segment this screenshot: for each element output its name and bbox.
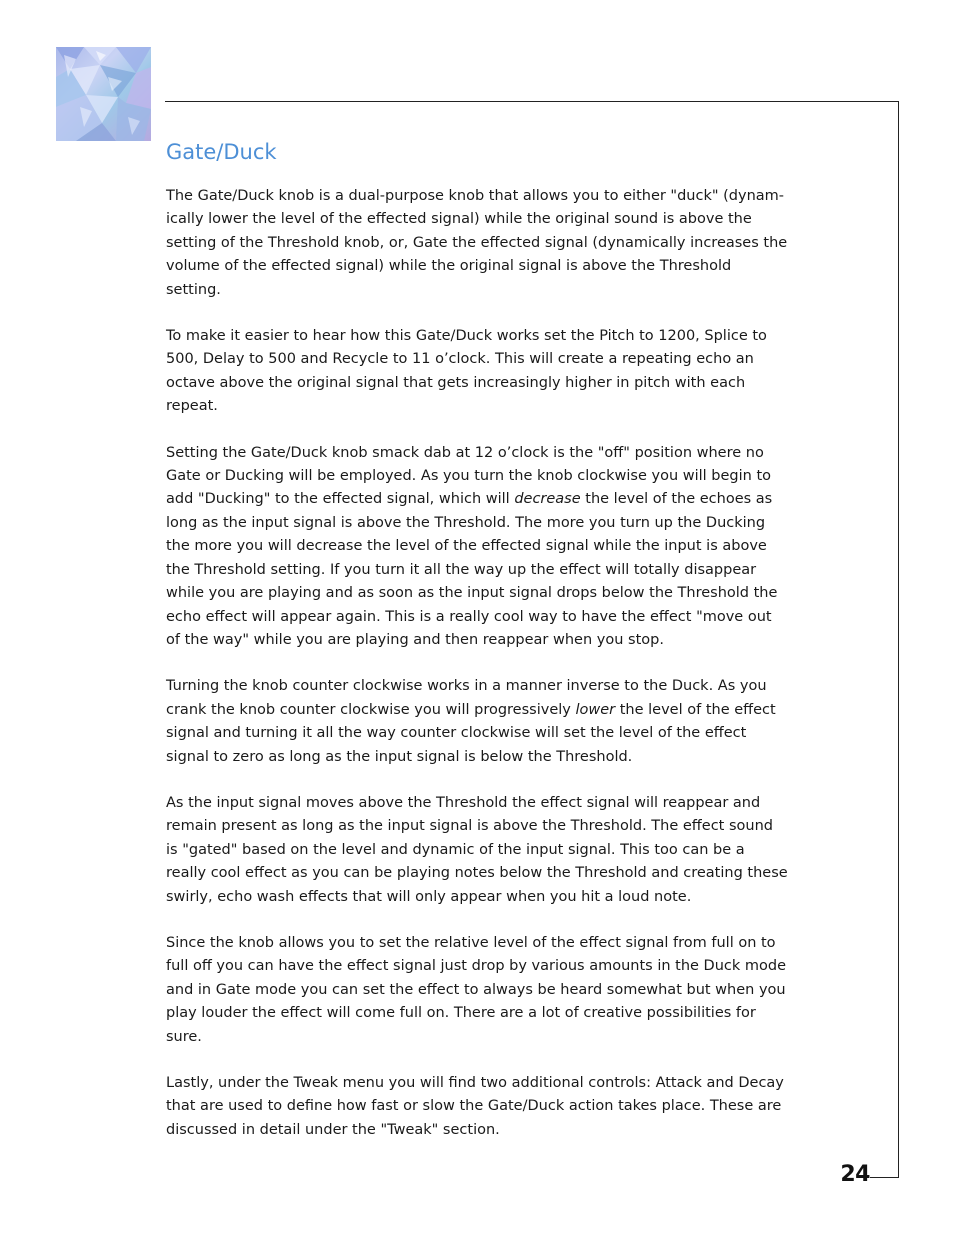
paragraph-relative-level: Since the knob allows you to set the relative level of the effect signal from full on to full off you can have the effect signal just drop by various amounts in the Duck mode and in Gate mode you can set the effect to always be heard somewhat but when you play louder the effect will come full on. There are a lot of creative possibilities for sure. <box>166 934 787 1045</box>
paragraph-ducking-text-after: the level of the echoes as long as the input signal is above the Threshold. The more you turn up the Ducking the more you will decrease the level of the effected signal while the input is above the Threshold setting. If you turn it all the way up the effect will totally disappear while you are playing and as soon as the input signal drops below the Threshold the echo effect will appear again. This is a really cool way to have the effect "move out of the way" while you are playing and then reappear when you stop. <box>166 491 778 648</box>
paragraph-ducking-emphasis: decrease <box>514 491 581 508</box>
paragraph-gate-duck-intro: The Gate/Duck knob is a dual-purpose knob that allows you to either "duck" (dynam-ically lower the level of the effected signal) while the original sound is above the setting of the Threshold knob, or, Gate the effected signal (dynamically increases the volume of the effected signal) while the original signal is above the Threshold setting. <box>166 188 788 298</box>
paragraph-gating <box>166 675 788 769</box>
body-content <box>166 185 788 1165</box>
paragraph-ducking <box>166 442 788 653</box>
paragraph-ducking-text-before: Setting the Gate/Duck knob smack dab at 12 o’clock is the "off" position where no Gate or Ducking will be employed. As you turn the knob clockwise you will begin to add "Ducking" to the effected signal, which will <box>166 444 772 508</box>
frame-top-rule <box>165 101 898 102</box>
paragraph-gating-text-after: the level of the effect signal and turning it all the way counter clockwise will set the level of the effect signal to zero as long as the input signal is below the Threshold. <box>166 701 776 765</box>
holographic-pattern-icon <box>56 47 151 141</box>
paragraph-gating-emphasis: lower <box>575 701 616 718</box>
section-title: Gate/Duck <box>166 140 277 164</box>
frame-right-rule <box>898 101 899 1178</box>
paragraph-tweak-menu: Lastly, under the Tweak menu you will find two additional controls: Attack and Decay that are used to define how fast or slow the Gate/Duck action takes place. These are discussed in detail under the "Tweak" section. <box>166 1075 784 1138</box>
page-number: 24 <box>840 1162 870 1187</box>
paragraph-gate-reappear: As the input signal moves above the Threshold the effect signal will reappear and remain present as long as the input signal is above the Threshold. The effect sound is "gated" based on the level and dynamic of the input signal. This too can be a really cool effect as you can be playing notes below the Threshold and creating these swirly, echo wash effects that will only appear when you hit a loud note. <box>166 794 788 905</box>
paragraph-setup-example: To make it easier to hear how this Gate/Duck works set the Pitch to 1200, Splice to 500, Delay to 500 and Recycle to 11 o’clock. This will create a repeating echo an octave above the original signal that gets increasingly higher in pitch with each repeat. <box>166 328 767 415</box>
frame-bottom-rule <box>870 1177 899 1178</box>
paragraph-gating-text-before: Turning the knob counter clockwise works in a manner inverse to the Duck. As you crank the knob counter clockwise you will progressively <box>166 678 767 718</box>
holographic-logo-graphic <box>56 47 151 141</box>
